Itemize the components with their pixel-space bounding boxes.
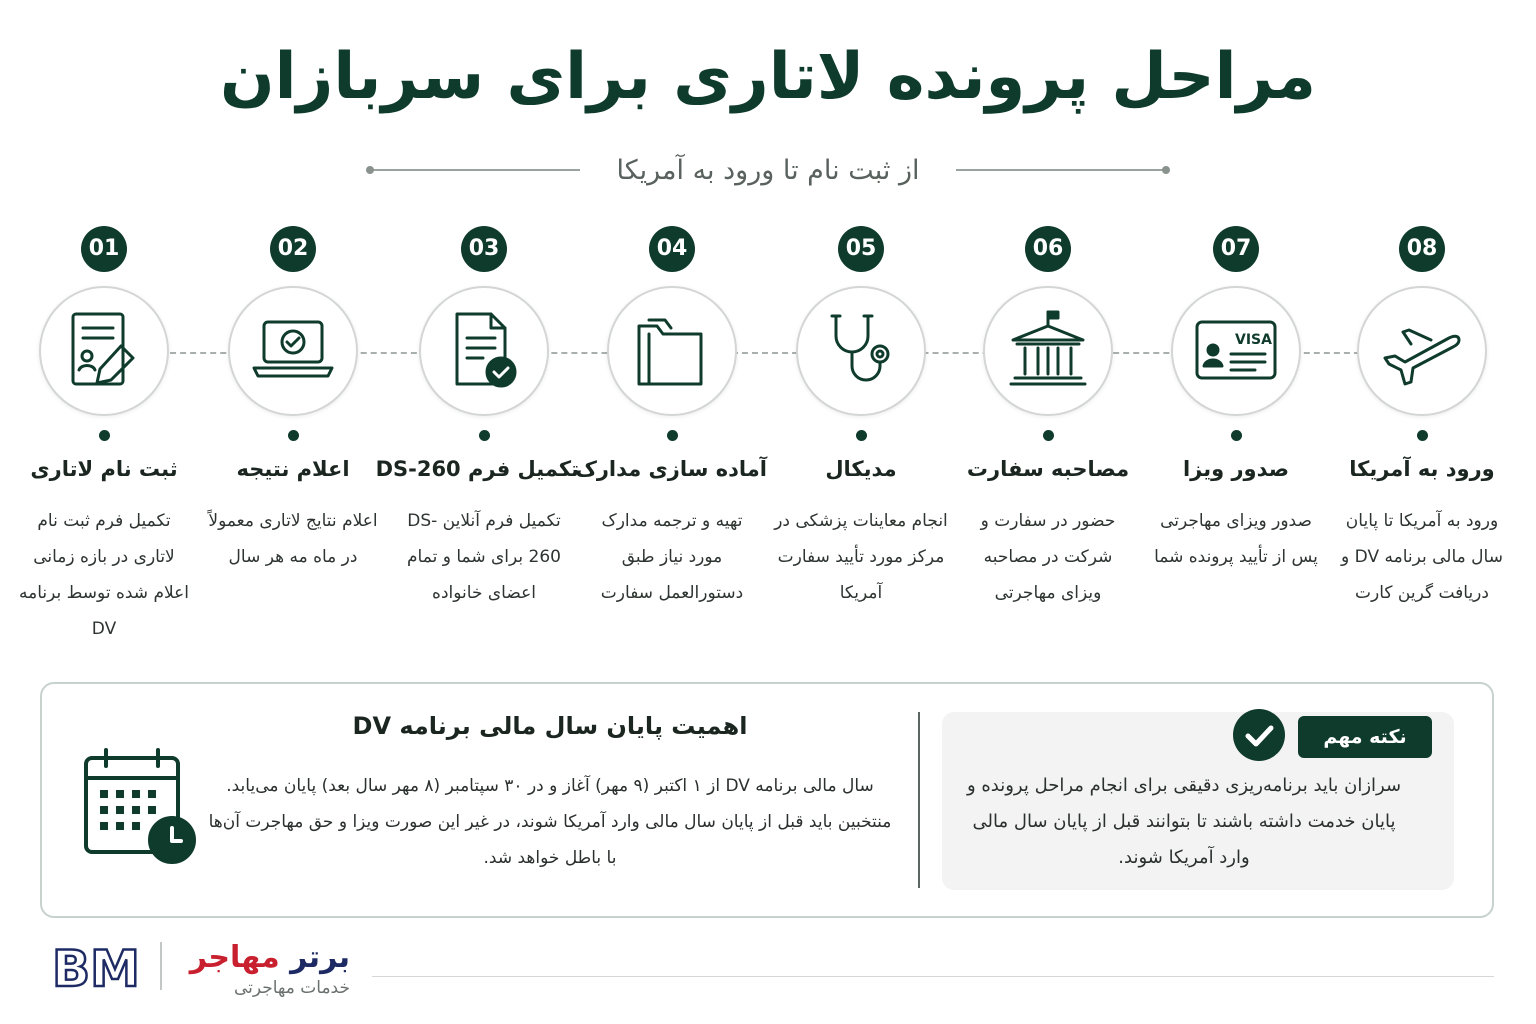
step-icon-circle xyxy=(419,286,549,416)
step-icon-circle xyxy=(607,286,737,416)
dv-fiscal-year-title: اهمیت پایان سال مالی برنامه DV xyxy=(352,712,748,740)
step-description: حضور در سفارت و شرکت در مصاحبه ویزای مهاجرتی xyxy=(980,511,1116,603)
step-8 xyxy=(1327,226,1517,611)
step-5 xyxy=(766,226,956,611)
subtitle-divider-right xyxy=(956,169,1168,171)
calendar-clock-icon xyxy=(78,744,198,868)
step-6 xyxy=(953,226,1143,611)
step-title: مدیکال xyxy=(825,457,897,481)
step-dot xyxy=(1417,430,1428,441)
step-number: 03 xyxy=(461,226,507,272)
brand-name-part1: برتر xyxy=(290,940,350,975)
step-dot xyxy=(1043,430,1054,441)
step-icon-circle xyxy=(1171,286,1301,416)
step-3 xyxy=(375,226,579,611)
visa-card-icon xyxy=(1191,306,1281,396)
step-description: اعلام نتایج لاتاری معمولاً در ماه مه هر سال xyxy=(208,511,378,567)
step-dot xyxy=(1231,430,1242,441)
step-7 xyxy=(1141,226,1331,575)
step-title: مصاحبه سفارت xyxy=(966,457,1130,481)
step-2 xyxy=(198,226,388,575)
step-icon-circle xyxy=(1357,286,1487,416)
dv-fiscal-year-text: سال مالی برنامه DV از ۱ اکتبر (۹ مهر) آغاز و در ۳۰ سپتامبر (۸ مهر سال بعد) پایان می‌یابد. منتخبین باید قبل از پایان سال مالی وارد آمریکا شوند، در غیر این صورت ویزا و حق مهاجرت آن‌ها با باطل خواهد شد. xyxy=(208,776,892,868)
step-dot xyxy=(856,430,867,441)
step-dot xyxy=(479,430,490,441)
brand-name-block xyxy=(174,940,350,998)
step-4 xyxy=(577,226,767,611)
important-note-text: سرازان باید برنامه‌ریزی دقیقی برای انجام مراحل پرونده و پایان خدمت داشته باشند تا بتوانند قبل از پایان سال مالی وارد آمریکا شوند. xyxy=(966,775,1402,868)
brand-name xyxy=(174,940,350,976)
brand-separator xyxy=(160,942,162,990)
step-title: آماده سازی مدارک xyxy=(575,457,767,481)
step-dot xyxy=(288,430,299,441)
step-dot xyxy=(667,430,678,441)
subtitle-row xyxy=(368,148,1168,192)
step-title: اعلام نتیجه xyxy=(236,457,350,481)
step-icon-circle xyxy=(796,286,926,416)
page-subtitle: از ثبت نام تا ورود به آمریکا xyxy=(616,154,920,186)
folder-icon xyxy=(627,306,717,396)
svg-text:VISA: VISA xyxy=(1235,332,1272,348)
step-icon-circle xyxy=(228,286,358,416)
document-check-icon xyxy=(439,306,529,396)
subtitle-divider-left xyxy=(368,169,580,171)
form-edit-icon xyxy=(59,306,149,396)
step-description: تکمیل فرم ثبت نام لاتاری در بازه زمانی اعلام شده توسط برنامه DV xyxy=(19,511,189,639)
step-description: تکمیل فرم آنلاین DS-260 برای شما و تمام اعضای خانواده xyxy=(407,511,561,603)
brand-logo xyxy=(52,940,142,992)
laptop-check-icon xyxy=(248,306,338,396)
step-description: ورود به آمریکا تا پایان سال مالی برنامه DV و دریافت گرین کارت xyxy=(1341,511,1503,603)
svg-text:BM: BM xyxy=(52,940,140,992)
step-description: صدور ویزای مهاجرتی پس از تأیید پرونده شما xyxy=(1154,511,1318,567)
step-description: تهیه و ترجمه مدارک مورد نیاز طبق دستورالعمل سفارت xyxy=(600,511,744,603)
step-title: صدور ویزا xyxy=(1182,457,1290,481)
stethoscope-icon xyxy=(816,306,906,396)
step-number: 07 xyxy=(1213,226,1259,272)
step-title: ورود به آمریکا xyxy=(1349,457,1495,481)
page-title: مراحل پرونده لاتاری برای سربازان xyxy=(219,40,1317,114)
step-number: 02 xyxy=(270,226,316,272)
step-number: 01 xyxy=(81,226,127,272)
footer-divider xyxy=(372,976,1494,977)
step-number: 06 xyxy=(1025,226,1071,272)
important-note-badge: نکته مهم xyxy=(1298,716,1432,758)
step-number: 05 xyxy=(838,226,884,272)
step-number: 04 xyxy=(649,226,695,272)
embassy-icon xyxy=(1003,306,1093,396)
step-number: 08 xyxy=(1399,226,1445,272)
step-title: ثبت نام لاتاری xyxy=(30,457,178,481)
step-description: انجام معاینات پزشکی در مرکز مورد تأیید سفارت آمریکا xyxy=(774,511,948,603)
check-icon xyxy=(1233,709,1285,761)
airplane-icon xyxy=(1377,306,1467,396)
step-1 xyxy=(9,226,199,647)
step-icon-circle xyxy=(39,286,169,416)
brand-name-part2: مهاجر xyxy=(189,940,280,975)
brand-tagline: خدمات مهاجرتی xyxy=(233,978,350,998)
step-dot xyxy=(99,430,110,441)
step-title: تکمیل فرم DS-260 xyxy=(375,457,579,481)
step-icon-circle xyxy=(983,286,1113,416)
info-divider xyxy=(918,712,920,888)
